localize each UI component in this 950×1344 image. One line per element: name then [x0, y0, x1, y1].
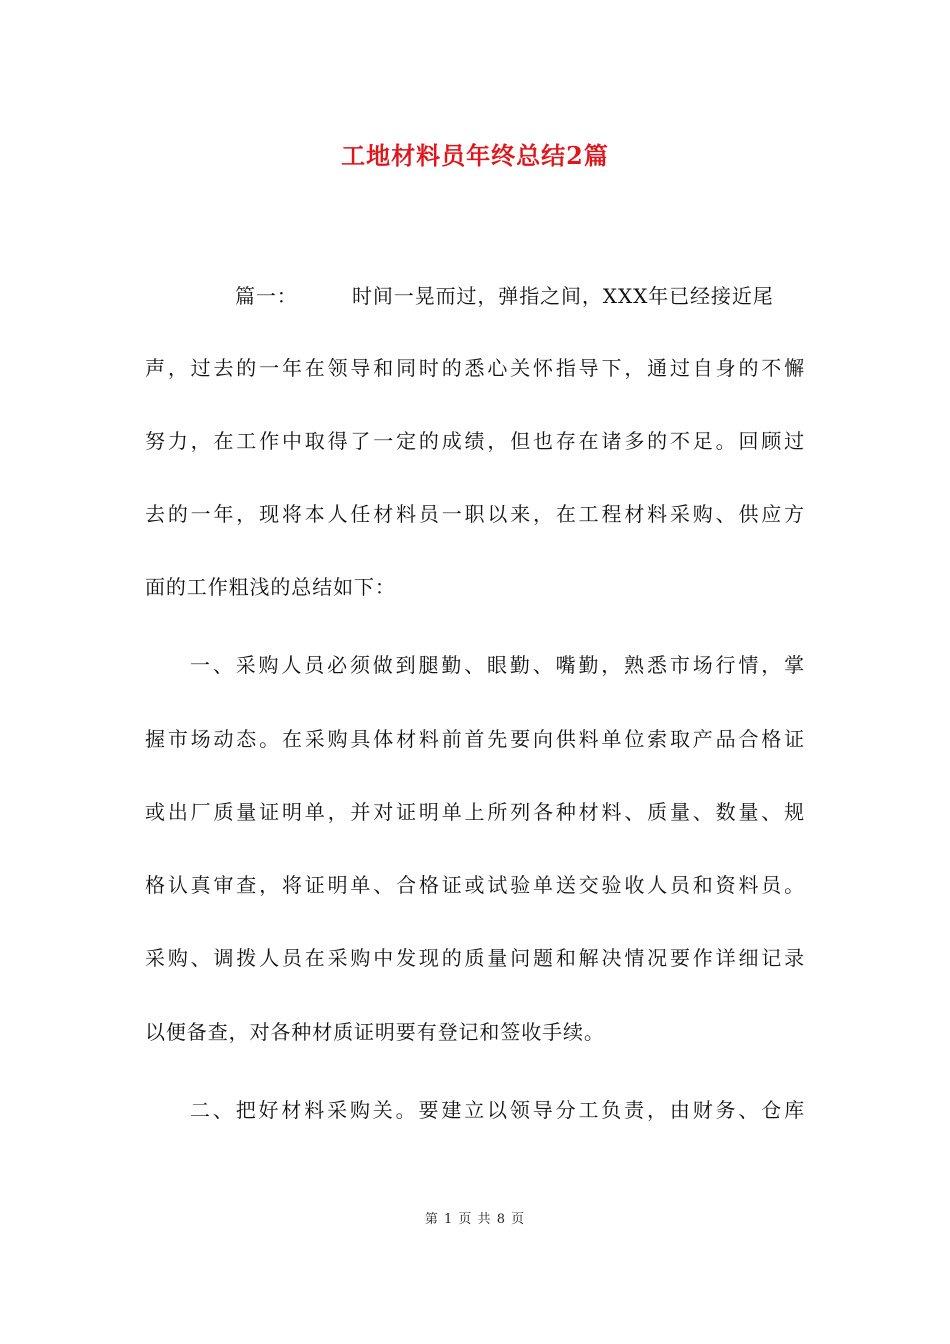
page-indicator: 第 1 页 共 8 页 — [424, 1212, 526, 1227]
text-line: 采购、调拨人员在采购中发现的质量问题和解决情况要作详细记录 — [145, 946, 805, 970]
text-line: 或出厂质量证明单，并对证明单上所列各种材料、质量、数量、规 — [145, 800, 805, 824]
text-line: 握市场动态。在采购具体材料前首先要向供料单位索取产品合格证 — [145, 727, 805, 751]
section-label: 篇一： — [235, 284, 298, 308]
text-line: 以便备查，对各种材质证明要有登记和签收手续。 — [145, 1020, 605, 1044]
text-line: 格认真审查，将证明单、合格证或试验单送交验收人员和资料员。 — [145, 873, 805, 897]
text-line: 二、把好材料采购关。要建立以领导分工负责，由财务、仓库 — [190, 1098, 805, 1122]
text-line: 去的一年，现将本人任材料员一职以来，在工程材料采购、供应方 — [145, 502, 805, 526]
text-line: 努力，在工作中取得了一定的成绩，但也存在诸多的不足。回顾过 — [145, 429, 805, 453]
text-line: 声，过去的一年在领导和同时的悉心关怀指导下，通过自身的不懈 — [145, 356, 805, 380]
text-line: 一、采购人员必须做到腿勤、眼勤、嘴勤，熟悉市场行情，掌 — [190, 653, 805, 677]
paragraph-first-line: 时间一晃而过，弹指之间，XXX年已经接近尾 — [352, 284, 774, 308]
text-line: 面的工作粗浅的总结如下： — [145, 575, 396, 599]
document-title: 工地材料员年终总结2篇 — [341, 141, 609, 170]
